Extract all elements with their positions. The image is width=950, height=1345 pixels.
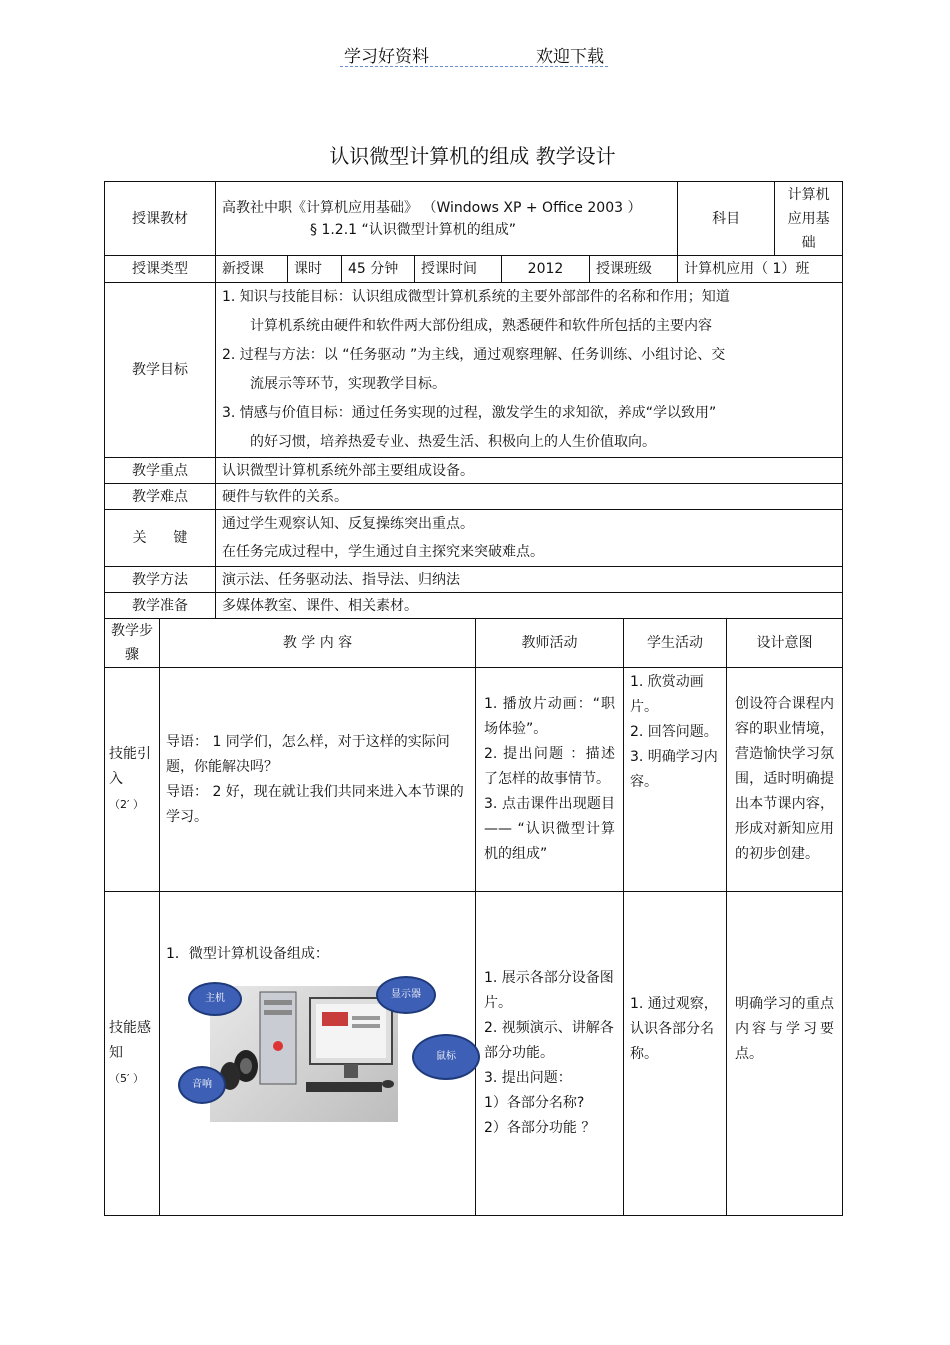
step1-teacher-2: 2. 提出问题 ：描述了怎样的故事情节。 <box>484 746 615 787</box>
step2-name-cell <box>105 892 160 1216</box>
time-value: 2012 <box>502 256 590 283</box>
steps-header-intent: 设计意图 <box>727 619 843 668</box>
goals-content <box>216 283 843 458</box>
textbook-line2: § 1.2.1 “认识微型计算机的组成” <box>310 221 517 238</box>
step2-teacher-4: 1）各部分名称? <box>484 1095 585 1111</box>
step1-teacher <box>476 668 624 892</box>
prep-label: 教学准备 <box>105 593 216 619</box>
step1-student <box>624 668 727 892</box>
hours-value: 45 分钟 <box>342 256 415 283</box>
step2-teacher-1: 1. 展示各部分设备图片。 <box>484 970 614 1011</box>
step2-content <box>160 892 476 1216</box>
step1-name-cell <box>105 668 160 892</box>
subject-label: 科目 <box>678 182 775 256</box>
header-left: 学习好资料 <box>344 47 429 67</box>
subject-value: 计算机应用基础 <box>775 182 843 256</box>
keypoint-label: 教学重点 <box>105 458 216 484</box>
step2-student: 1. 通过观察，认识各部分名称。 <box>624 892 727 1216</box>
textbook-line1: 高教社中职《计算机应用基础》 （Windows XP + Office 2003 ） <box>222 199 642 216</box>
document-title: 认识微型计算机的组成 教学设计 <box>329 144 616 168</box>
steps-header-student: 学生活动 <box>624 619 727 668</box>
step1-student-2: 2. 回答问题。 <box>630 724 718 740</box>
steps-table <box>104 618 843 1216</box>
step2-time: （5′ ） <box>109 1072 144 1085</box>
keypoint-value: 认识微型计算机系统外部主要组成设备。 <box>216 458 843 484</box>
step2-teacher-5: 2）各部分功能 ？ <box>484 1120 596 1136</box>
type-label: 授课类型 <box>105 256 216 283</box>
textbook-label: 授课教材 <box>105 182 216 256</box>
class-value: 计算机应用（ 1）班 <box>678 256 843 283</box>
step1-name: 技能引入 <box>109 746 151 787</box>
info-table <box>104 181 843 619</box>
goal-1a: 1. 知识与技能目标：认识组成微型计算机系统的主要外部部件的名称和作用；知道 <box>222 289 730 305</box>
difficulty-value: 硬件与软件的关系。 <box>216 484 843 510</box>
page-header <box>340 40 608 67</box>
step2-teacher-3: 3. 提出问题： <box>484 1070 572 1086</box>
goal-2b: 流展示等环节，实现教学目标。 <box>250 376 446 392</box>
monitor-callout: 显示器 <box>376 976 436 1014</box>
goal-1b: 计算机系统由硬件和软件两大部份组成，熟悉硬件和软件所包括的主要内容 <box>250 318 712 334</box>
steps-header-teacher: 教师活动 <box>476 619 624 668</box>
step1-content-1: 导语： 1 同学们，怎么样，对于这样的实际问题，你能解决吗？ <box>166 733 450 775</box>
hours-label: 课时 <box>288 256 342 283</box>
step1-content-2: 导语： 2 好，现在就让我们共同来进入本节课的学习。 <box>166 783 464 825</box>
header-right: 欢迎下载 <box>536 47 604 67</box>
step1-student-1: 1. 欣赏动画片。 <box>630 674 704 715</box>
computer-photo <box>166 976 456 1126</box>
step2-teacher <box>476 892 624 1216</box>
class-label: 授课班级 <box>590 256 678 283</box>
step2-name: 技能感知 <box>109 1020 151 1061</box>
key-label: 关 键 <box>105 510 216 567</box>
key-line2: 在任务完成过程中，学生通过自主探究来突破难点。 <box>222 544 544 560</box>
step2-intent: 明确学习的重点内容与学习要点。 <box>727 892 843 1216</box>
steps-header-content: 教 学 内 容 <box>160 619 476 668</box>
steps-header-step: 教学步骤 <box>105 619 160 668</box>
type-value: 新授课 <box>216 256 288 283</box>
textbook-value <box>216 182 678 256</box>
lesson-table <box>104 181 842 1216</box>
method-value: 演示法、任务驱动法、指导法、归纳法 <box>216 567 843 593</box>
speaker-callout: 音响 <box>178 1066 226 1104</box>
goal-3b: 的好习惯，培养热爱专业、热爱生活、积极向上的人生价值取向。 <box>250 434 656 450</box>
goal-3a: 3. 情感与价值目标：通过任务实现的过程，激发学生的求知欲，养成“学以致用” <box>222 405 717 421</box>
step1-student-3: 3. 明确学习内容。 <box>630 749 718 790</box>
step1-intent: 创设符合课程内容的职业情境，营造愉快学习氛围，适时明确提出本节课内容，形成对新知应用的初步创建。 <box>727 668 843 892</box>
key-value <box>216 510 843 567</box>
goals-label: 教学目标 <box>105 283 216 458</box>
key-line1: 通过学生观察认知、反复操练突出重点。 <box>222 516 474 532</box>
step1-teacher-3: 3. 点击课件出现题目—— “认识微型计算机的组成” <box>484 796 615 862</box>
time-label: 授课时间 <box>415 256 502 283</box>
goal-2a: 2. 过程与方法：以 “任务驱动 ”为主线，通过观察理解、任务训练、小组讨论、交 <box>222 347 726 363</box>
step2-content-title: 1．微型计算机设备组成： <box>166 946 329 962</box>
method-label: 教学方法 <box>105 567 216 593</box>
mouse-callout: 鼠标 <box>412 1034 480 1080</box>
prep-value: 多媒体教室、课件、相关素材。 <box>216 593 843 619</box>
step2-teacher-2: 2. 视频演示、讲解各部分功能。 <box>484 1020 614 1061</box>
step1-content <box>160 668 476 892</box>
difficulty-label: 教学难点 <box>105 484 216 510</box>
step1-time: （2′ ） <box>109 798 144 811</box>
host-callout: 主机 <box>188 982 242 1016</box>
step1-teacher-1: 1. 播放片动画：“职场体验”。 <box>484 696 615 737</box>
